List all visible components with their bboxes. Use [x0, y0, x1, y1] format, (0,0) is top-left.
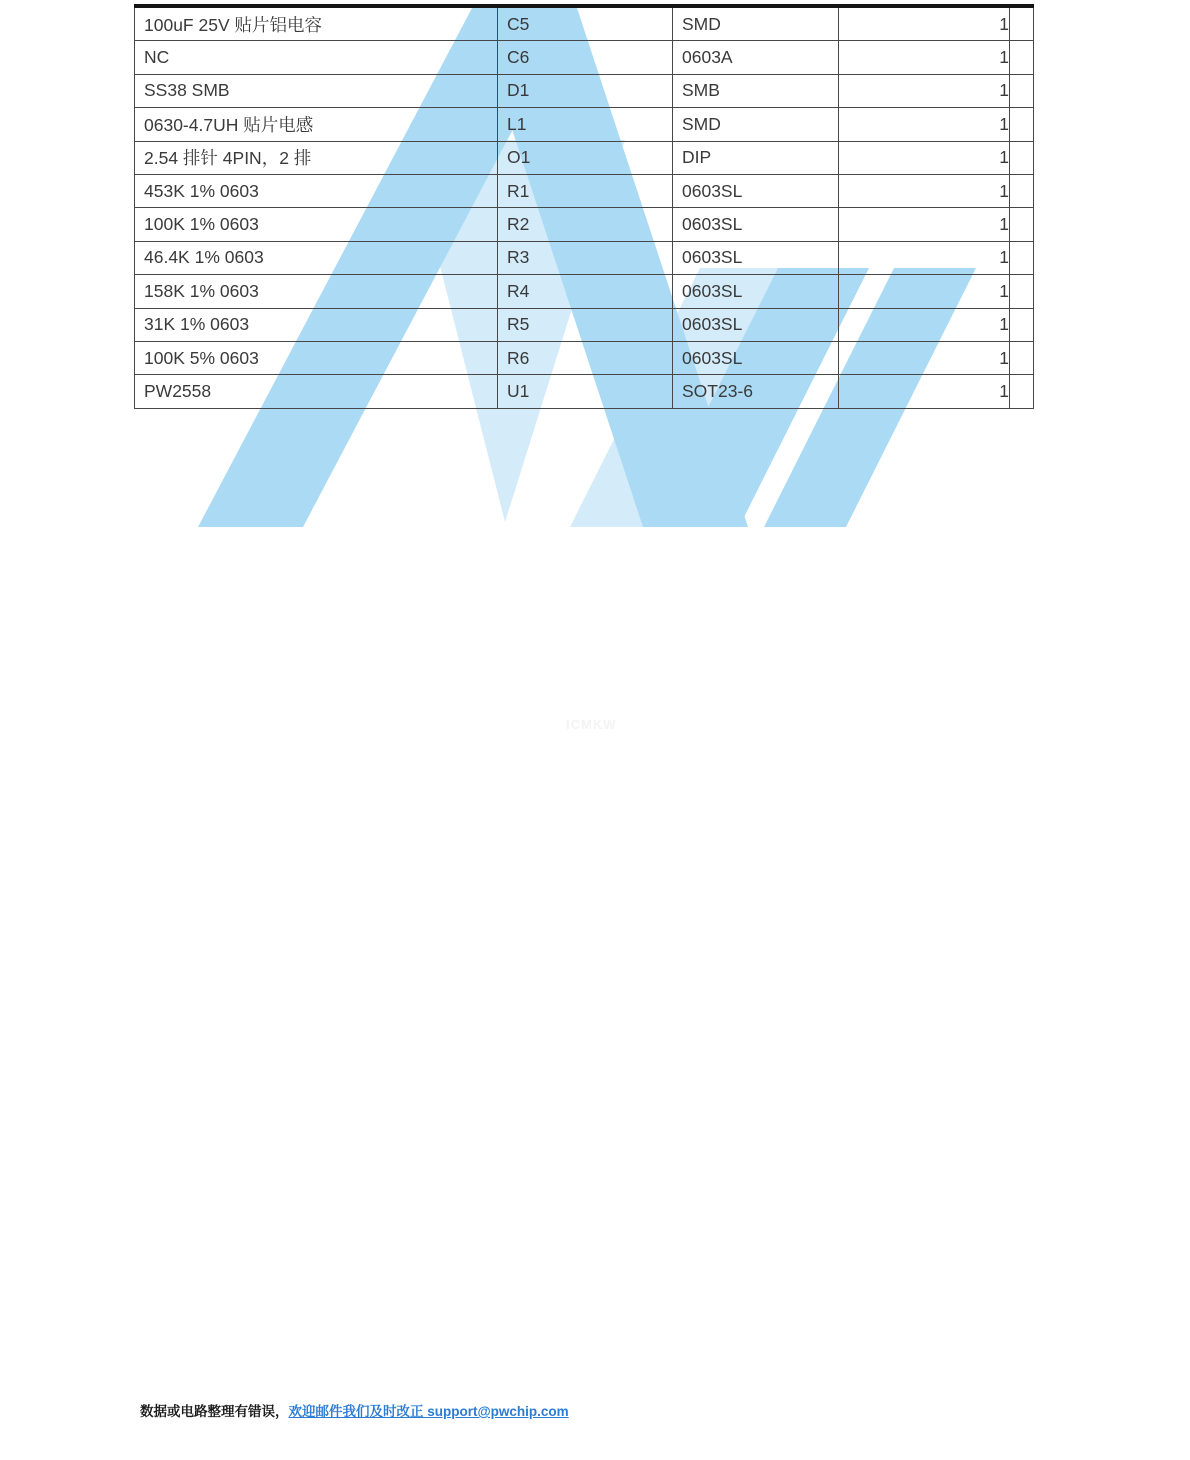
table-row	[135, 341, 1034, 374]
spacer-cell	[1010, 74, 1034, 107]
footer-note-text: 数据或电路整理有错误，	[140, 1404, 289, 1419]
spacer-cell	[1010, 108, 1034, 141]
bom-package-cell: DIP	[673, 141, 839, 174]
bom-qty-cell: 1	[839, 174, 1010, 207]
bom-designator-cell: O1	[498, 141, 673, 174]
spacer-cell	[1010, 141, 1034, 174]
table-row	[135, 275, 1034, 308]
table-row	[135, 208, 1034, 241]
faint-watermark-text: ICMKW	[566, 717, 617, 732]
bom-description-cell: 100uF 25V 贴片铝电容	[135, 6, 498, 41]
table-row	[135, 6, 1034, 41]
footer-note	[140, 1400, 569, 1420]
bom-designator-cell: D1	[498, 74, 673, 107]
bom-designator-cell: R6	[498, 341, 673, 374]
bom-designator-cell: R3	[498, 241, 673, 274]
spacer-cell	[1010, 341, 1034, 374]
bom-designator-cell: R2	[498, 208, 673, 241]
bom-qty-cell: 1	[839, 275, 1010, 308]
table-row	[135, 41, 1034, 74]
bom-qty-cell: 1	[839, 141, 1010, 174]
bom-designator-cell: R1	[498, 174, 673, 207]
bom-qty-cell: 1	[839, 41, 1010, 74]
bom-package-cell: 0603SL	[673, 208, 839, 241]
bom-description-cell: 100K 5% 0603	[135, 341, 498, 374]
spacer-cell	[1010, 41, 1034, 74]
bom-package-cell: SMB	[673, 74, 839, 107]
bom-qty-cell: 1	[839, 208, 1010, 241]
spacer-cell	[1010, 6, 1034, 41]
bom-qty-cell: 1	[839, 74, 1010, 107]
bom-package-cell: 0603SL	[673, 174, 839, 207]
spacer-cell	[1010, 375, 1034, 408]
table-row	[135, 308, 1034, 341]
bom-description-cell: 100K 1% 0603	[135, 208, 498, 241]
table-row	[135, 108, 1034, 141]
bom-description-cell: PW2558	[135, 375, 498, 408]
spacer-cell	[1010, 308, 1034, 341]
bom-qty-cell: 1	[839, 375, 1010, 408]
bom-package-cell: 0603A	[673, 41, 839, 74]
spacer-cell	[1010, 208, 1034, 241]
bom-description-cell: NC	[135, 41, 498, 74]
bom-qty-cell: 1	[839, 308, 1010, 341]
table-row	[135, 174, 1034, 207]
bom-qty-cell: 1	[839, 108, 1010, 141]
bom-package-cell: 0603SL	[673, 275, 839, 308]
bom-designator-cell: L1	[498, 108, 673, 141]
spacer-cell	[1010, 275, 1034, 308]
bom-qty-cell: 1	[839, 6, 1010, 41]
bom-designator-cell: R4	[498, 275, 673, 308]
support-email-link[interactable]: 欢迎邮件我们及时改正 support@pwchip.com	[288, 1404, 569, 1419]
bom-package-cell: SMD	[673, 108, 839, 141]
bom-qty-cell: 1	[839, 341, 1010, 374]
spacer-cell	[1010, 241, 1034, 274]
table-row	[135, 241, 1034, 274]
bom-package-cell: 0603SL	[673, 341, 839, 374]
bom-designator-cell: U1	[498, 375, 673, 408]
bom-description-cell: 0630-4.7UH 贴片电感	[135, 108, 498, 141]
bom-package-cell: 0603SL	[673, 308, 839, 341]
bom-table	[134, 4, 1034, 409]
bom-description-cell: SS38 SMB	[135, 74, 498, 107]
bom-description-cell: 46.4K 1% 0603	[135, 241, 498, 274]
bom-description-cell: 2.54 排针 4PIN，2 排	[135, 141, 498, 174]
table-row	[135, 141, 1034, 174]
bom-description-cell: 453K 1% 0603	[135, 174, 498, 207]
bom-package-cell: 0603SL	[673, 241, 839, 274]
bom-package-cell: SOT23-6	[673, 375, 839, 408]
bom-designator-cell: C5	[498, 6, 673, 41]
bom-description-cell: 158K 1% 0603	[135, 275, 498, 308]
table-row	[135, 375, 1034, 408]
table-row	[135, 74, 1034, 107]
bom-description-cell: 31K 1% 0603	[135, 308, 498, 341]
bom-package-cell: SMD	[673, 6, 839, 41]
bom-designator-cell: R5	[498, 308, 673, 341]
bom-qty-cell: 1	[839, 241, 1010, 274]
spacer-cell	[1010, 174, 1034, 207]
bom-designator-cell: C6	[498, 41, 673, 74]
